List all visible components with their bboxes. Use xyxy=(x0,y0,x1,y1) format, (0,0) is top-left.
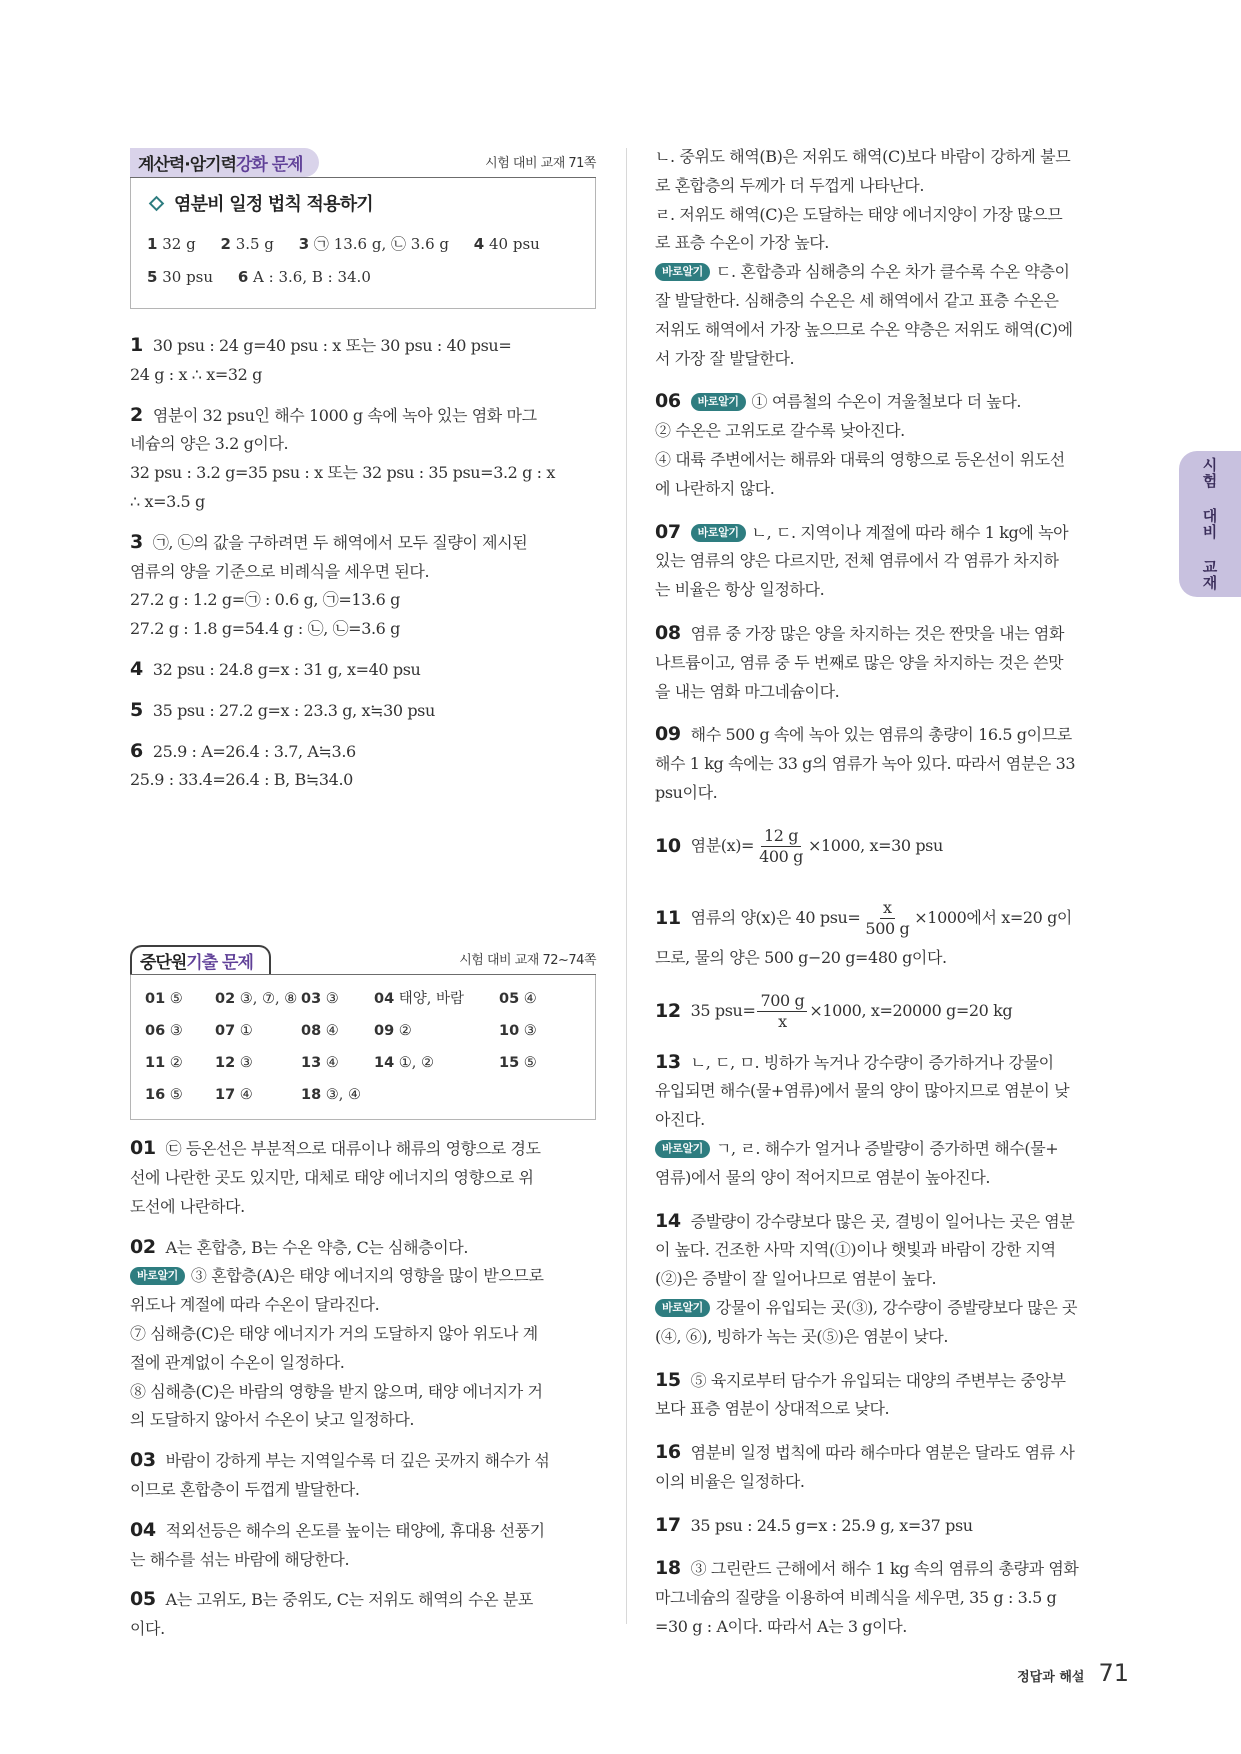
solution-04 xyxy=(130,1516,596,1575)
solution-line: 32 psu : 24.8 g=x : 31 g, x=40 psu xyxy=(152,659,421,679)
answer-num: 15 xyxy=(499,1055,520,1072)
solution-number: 05 xyxy=(130,1588,156,1611)
solution-line: ㄴ, ㄷ. 지역이나 계절에 따라 해수 1 kg에 녹아 xyxy=(751,522,1069,542)
solution-13 xyxy=(655,1048,1123,1193)
solution-line: 염분이 32 psu인 해수 1000 g 속에 녹아 있는 염화 마그 xyxy=(152,405,537,425)
answer-row-1 xyxy=(147,228,579,261)
answer-num: 17 xyxy=(215,1087,236,1104)
answer-item xyxy=(220,235,273,253)
answer-item xyxy=(374,1015,499,1047)
fraction-numerator: x xyxy=(880,898,895,919)
solution-line: 유입되면 해수(물+염류)에서 물의 양이 많아지므로 염분이 낮 xyxy=(655,1081,1070,1101)
answer-val: 태양, 바람 xyxy=(398,991,465,1008)
fraction-denominator: x xyxy=(778,1012,787,1032)
answer-val: ③ xyxy=(239,1055,253,1072)
solution-1 xyxy=(130,331,596,390)
solution-number: 1 xyxy=(130,334,143,356)
fraction-numerator: 12 g xyxy=(761,826,801,847)
section2-answer-box xyxy=(130,975,596,1120)
section1-ref: 시험 대비 교재 71쪽 xyxy=(485,156,596,171)
answer-item xyxy=(145,1047,215,1079)
solution-18 xyxy=(655,1554,1123,1641)
solution-line: 27.2 g : 1.2 g=㉠ : 0.6 g, ㉠=13.6 g xyxy=(130,590,400,610)
answer-val: ① xyxy=(239,1023,253,1040)
solution-line: ① 여름철의 수온이 겨울철보다 더 높다. xyxy=(751,392,1022,412)
section1-subhead xyxy=(147,190,579,216)
answer-num: 2 xyxy=(220,235,231,253)
solution-line: A는 혼합층, B는 수온 약층, C는 심해층이다. xyxy=(165,1237,469,1257)
solution-05-cont xyxy=(655,143,1123,373)
solution-line: 선에 나란한 곳도 있지만, 대체로 태양 에너지의 영향으로 위 xyxy=(130,1167,534,1187)
solution-line: 25.9 : 33.4=26.4 : B, B≒34.0 xyxy=(130,770,353,790)
answer-item xyxy=(301,1015,374,1047)
answer-item xyxy=(374,1047,499,1079)
answer-val: ①, ② xyxy=(398,1055,435,1072)
answer-val: ④ xyxy=(325,1023,339,1040)
solution-number: 14 xyxy=(655,1209,681,1232)
solution-line: ㄹ. 저위도 해역(C)은 도달하는 태양 에너지양이 가장 많으므 xyxy=(655,204,1063,224)
solution-number: 03 xyxy=(130,1449,156,1472)
solution-line: 의 도달하지 않아서 수온이 낮고 일정하다. xyxy=(130,1410,415,1430)
section1-subhead-text: 염분비 일정 법칙 적용하기 xyxy=(174,194,373,215)
solution-line: 27.2 g : 1.8 g=54.4 g : ㉡, ㉡=3.6 g xyxy=(130,619,400,639)
solution-08 xyxy=(655,619,1123,706)
solution-line: 아진다. xyxy=(655,1110,705,1130)
answer-item xyxy=(215,1047,301,1079)
answer-num: 04 xyxy=(374,991,395,1008)
answer-item xyxy=(215,1079,301,1111)
solution-line: 보다 표층 염분이 상대적으로 낮다. xyxy=(655,1399,890,1419)
solution-01 xyxy=(130,1134,596,1221)
left-solutions-2 xyxy=(130,1134,596,1644)
solution-number: 18 xyxy=(655,1557,681,1580)
solution-line: 는 비율은 항상 일정하다. xyxy=(655,580,825,600)
solution-12 xyxy=(655,987,1123,1037)
solution-number: 11 xyxy=(655,907,681,930)
answer-val: 30 psu xyxy=(162,268,214,286)
solution-line: 35 psu : 24.5 g=x : 25.9 g, x=37 psu xyxy=(690,1515,973,1535)
answer-num: 01 xyxy=(145,991,166,1008)
answer-val: ③ xyxy=(523,1023,537,1040)
side-tab-label: 시험 대비 교재 xyxy=(1200,457,1219,591)
solution-line: ㄴ, ㄷ, ㅁ. 빙하가 녹거나 강수량이 증가하거나 강물이 xyxy=(690,1052,1054,1072)
solution-line: 강물이 유입되는 곳(③), 강수량이 증발량보다 많은 곳 xyxy=(715,1297,1078,1317)
answer-val: ④ xyxy=(239,1087,253,1104)
solution-number: 6 xyxy=(130,739,143,762)
solution-line: 므로, 물의 양은 500 g−20 g=480 g이다. xyxy=(655,947,947,967)
correction-badge: 바로알기 xyxy=(691,524,746,542)
solution-line: 바람이 강하게 부는 지역일수록 더 깊은 곳까지 해수가 섞 xyxy=(165,1451,550,1471)
solution-line: 증발량이 강수량보다 많은 곳, 결빙이 일어나는 곳은 염분 xyxy=(690,1211,1075,1231)
solution-line: ② 수온은 고위도로 갈수록 낮아진다. xyxy=(655,421,905,441)
solution-line: 도선에 나란하다. xyxy=(130,1196,245,1216)
formula-part: ×1000, x=20000 g=20 kg xyxy=(809,1001,1013,1021)
answer-item xyxy=(147,235,196,253)
answer-val: ② xyxy=(398,1023,412,1040)
correction-badge: 바로알기 xyxy=(655,263,710,281)
answer-val: 40 psu xyxy=(489,235,540,253)
fraction xyxy=(757,991,807,1032)
solution-number: 4 xyxy=(130,657,143,680)
solution-15 xyxy=(655,1366,1123,1425)
solution-number: 08 xyxy=(655,621,681,644)
solution-17 xyxy=(655,1511,1123,1541)
answer-num: 06 xyxy=(145,1023,166,1040)
answer-item xyxy=(238,268,371,286)
answer-num: 5 xyxy=(147,268,158,286)
left-solutions-1 xyxy=(130,331,596,795)
solution-line: ⑧ 심해층(C)은 바람의 영향을 받지 않으며, 태양 에너지가 거 xyxy=(130,1381,543,1401)
solution-09 xyxy=(655,720,1123,807)
solution-line: 해수 1 kg 속에는 33 g의 염류가 녹아 있다. 따라서 염분은 33 xyxy=(655,754,1076,774)
solution-line: ⑦ 심해층(C)은 태양 에너지가 거의 도달하지 않아 위도나 계 xyxy=(130,1323,538,1343)
solution-line: ㄴ. 중위도 해역(B)은 저위도 해역(C)보다 바람이 강하게 불므 xyxy=(655,147,1071,166)
solution-line: ㉠, ㉡의 값을 구하려면 두 해역에서 모두 질량이 제시된 xyxy=(152,532,528,552)
section2-tag xyxy=(130,945,271,974)
answer-item xyxy=(301,1079,374,1111)
solution-number: 10 xyxy=(655,835,681,858)
solution-line: 위도나 계절에 따라 수온이 달라진다. xyxy=(130,1295,380,1315)
solution-line: 24 g : x ∴ x=32 g xyxy=(130,364,262,384)
answer-val: ④ xyxy=(325,1055,339,1072)
answer-val: A : 3.6, B : 34.0 xyxy=(253,268,371,286)
solution-line: 서 가장 잘 발달한다. xyxy=(655,348,795,368)
correction-badge: 바로알기 xyxy=(691,393,746,411)
answer-num: 1 xyxy=(147,235,158,253)
section1-answer-box xyxy=(130,178,596,309)
solution-03 xyxy=(130,1446,596,1505)
solution-line: 30 psu : 24 g=40 psu : x 또는 30 psu : 40 psu= xyxy=(152,336,512,355)
answer-val: ④ xyxy=(523,991,537,1008)
formula-part: ×1000에서 x=20 g이 xyxy=(914,908,1072,928)
formula-part: ×1000, x=30 psu xyxy=(807,836,943,856)
solution-line: 있는 염류의 양은 다르지만, 전체 염류에서 각 염류가 차지하 xyxy=(655,551,1059,571)
answer-item xyxy=(301,1047,374,1079)
solution-line: 이의 비율은 일정하다. xyxy=(655,1471,805,1491)
answer-item xyxy=(474,235,540,253)
answer-val: ⑤ xyxy=(169,991,183,1008)
solution-number: 5 xyxy=(130,698,143,721)
solution-number: 09 xyxy=(655,723,681,746)
answer-item xyxy=(301,983,374,1015)
answer-item xyxy=(499,1047,559,1079)
section2-tag-plain: 중단원 xyxy=(140,953,187,974)
answer-num: 3 xyxy=(298,235,310,253)
solution-line: 네슘의 양은 3.2 g이다. xyxy=(130,434,289,454)
answer-val: ⑤ xyxy=(523,1055,537,1072)
answer-val: ③, ④ xyxy=(325,1087,362,1104)
solution-number: 12 xyxy=(655,1000,681,1023)
solution-number: 04 xyxy=(130,1518,156,1541)
section2-header xyxy=(130,945,596,975)
solution-10 xyxy=(655,822,1123,872)
solution-number: 15 xyxy=(655,1368,681,1391)
answer-item xyxy=(147,268,213,286)
solution-line: 로 표층 수온이 가장 높다. xyxy=(655,233,829,253)
answer-val: ③ xyxy=(169,1023,183,1040)
solution-11 xyxy=(655,894,1123,973)
solution-07 xyxy=(655,518,1123,605)
answer-item xyxy=(499,1015,559,1047)
solution-line: ㄱ, ㄹ. 해수가 얼거나 증발량이 증가하면 해수(물+ xyxy=(715,1138,1059,1158)
answer-num: 14 xyxy=(374,1055,395,1072)
fraction xyxy=(756,826,806,867)
section1-tag-plain: 계산력·암기력 xyxy=(138,155,236,175)
answer-val: ⑤ xyxy=(169,1087,183,1104)
solution-6 xyxy=(130,737,596,796)
answer-num: 13 xyxy=(301,1055,322,1072)
solution-line: psu이다. xyxy=(655,782,718,802)
fraction xyxy=(862,898,912,939)
solution-line: 마그네슘의 질량을 이용하여 비례식을 세우면, 35 g : 3.5 g xyxy=(655,1588,1057,1608)
answer-num: 4 xyxy=(473,235,485,253)
answer-num: 10 xyxy=(499,1023,520,1040)
solution-line: 나트륨이고, 염류 중 두 번째로 많은 양을 차지하는 것은 쓴맛 xyxy=(655,652,1064,672)
solution-05 xyxy=(130,1585,596,1644)
section1-tag-accent: 강화 문제 xyxy=(236,155,303,175)
answer-num: 03 xyxy=(301,991,322,1008)
solution-line: ③ 그린란드 근해에서 해수 1 kg 속의 염류의 총량과 염화 xyxy=(690,1559,1079,1579)
answer-val: 32 g xyxy=(162,235,196,253)
solution-line: 염류)에서 물의 양이 적어지므로 염분이 높아진다. xyxy=(655,1167,991,1187)
solution-number: 06 xyxy=(655,390,681,413)
solution-line: 적외선등은 해수의 온도를 높이는 태양에, 휴대용 선풍기 xyxy=(165,1520,545,1540)
fraction-numerator: 700 g xyxy=(757,991,807,1012)
solution-line: 해수 500 g 속에 녹아 있는 염류의 총량이 16.5 g이므로 xyxy=(690,725,1072,745)
solution-line: ⑤ 육지로부터 담수가 유입되는 대양의 주변부는 중앙부 xyxy=(690,1370,1066,1390)
solution-line: 저위도 해역에서 가장 높으므로 수온 약층은 저위도 해역(C)에 xyxy=(655,319,1073,339)
answer-num: 08 xyxy=(301,1023,322,1040)
solution-line: 에 나란하지 않다. xyxy=(655,478,775,498)
solution-line: 을 내는 염화 마그네슘이다. xyxy=(655,681,840,701)
left-column xyxy=(130,148,596,1644)
answer-num: 12 xyxy=(215,1055,236,1072)
answer-val: ㉠ 13.6 g, ㉡ 3.6 g xyxy=(313,235,449,253)
solution-line: 이다. xyxy=(130,1619,165,1639)
formula-part: 35 psu= xyxy=(690,1001,756,1021)
answer-num: 6 xyxy=(237,268,249,286)
solution-line: 염분비 일정 법칙에 따라 해수마다 염분은 달라도 염류 사 xyxy=(690,1443,1075,1463)
solution-number: 13 xyxy=(655,1050,681,1073)
diamond-icon xyxy=(149,195,165,211)
section2-ref: 시험 대비 교재 72~74쪽 xyxy=(459,953,596,969)
answer-val: ② xyxy=(169,1055,183,1072)
solution-line: 25.9 : A=26.4 : 3.7, A≒3.6 xyxy=(152,741,356,761)
correction-badge: 바로알기 xyxy=(655,1299,710,1317)
answer-item xyxy=(499,983,559,1015)
solution-06 xyxy=(655,387,1123,503)
answer-num: 18 xyxy=(301,1087,322,1104)
side-tab[interactable] xyxy=(1179,451,1241,597)
solution-line: ㉢ 등온선은 부분적으로 대류이나 해류의 영향으로 경도 xyxy=(165,1139,541,1159)
solution-number: 3 xyxy=(130,530,143,553)
solution-line: 잘 발달한다. 심해층의 수온은 세 해역에서 같고 표층 수온은 xyxy=(655,290,1059,310)
solution-line: (④, ⑥), 빙하가 녹는 곳(⑤)은 염분이 낮다. xyxy=(655,1326,949,1346)
solution-5 xyxy=(130,696,596,726)
section1-tag xyxy=(130,148,319,177)
section2-tag-accent: 기출 문제 xyxy=(186,953,253,974)
solution-02 xyxy=(130,1233,596,1436)
answer-num: 11 xyxy=(145,1055,166,1072)
solution-line: =30 g : A이다. 따라서 A는 3 g이다. xyxy=(655,1617,907,1637)
solution-line: ∴ x=3.5 g xyxy=(130,491,205,511)
answer-item xyxy=(299,235,449,253)
column-divider xyxy=(626,148,627,1624)
solution-14 xyxy=(655,1207,1123,1352)
solution-line: 는 해수를 섞는 바람에 해당한다. xyxy=(130,1549,350,1569)
right-solutions xyxy=(655,143,1123,1642)
answer-item xyxy=(145,983,215,1015)
solution-line: 염류의 양을 기준으로 비례식을 세우면 된다. xyxy=(130,561,430,581)
fraction-denominator: 400 g xyxy=(759,847,803,867)
solution-number: 17 xyxy=(655,1513,681,1536)
solution-line: 이 높다. 건조한 사막 지역(①)이나 햇빛과 바람이 강한 지역 xyxy=(655,1240,1056,1260)
answer-row-2 xyxy=(147,261,579,294)
footer-label: 정답과 해설 xyxy=(1017,1670,1085,1685)
solution-line: ④ 대륙 주변에서는 해류와 대륙의 영향으로 등온선이 위도선 xyxy=(655,449,1065,469)
solution-line: A는 고위도, B는 중위도, C는 저위도 해역의 수온 분포 xyxy=(165,1590,533,1610)
solution-3 xyxy=(130,528,596,644)
right-column xyxy=(655,143,1123,1642)
solution-number: 07 xyxy=(655,520,681,543)
answer-num: 09 xyxy=(374,1023,395,1040)
solution-2 xyxy=(130,401,596,517)
answer-num: 07 xyxy=(215,1023,236,1040)
solution-line: 이므로 혼합층이 두껍게 발달한다. xyxy=(130,1479,360,1499)
solution-number: 01 xyxy=(130,1137,156,1160)
formula-part: 염분(x)= xyxy=(690,836,755,856)
answer-item xyxy=(215,983,301,1015)
answer-num: 02 xyxy=(215,991,236,1008)
answer-item xyxy=(215,1015,301,1047)
solution-number: 2 xyxy=(130,403,143,426)
solution-line: ③ 혼합층(A)은 태양 에너지의 영향을 많이 받으므로 xyxy=(190,1266,544,1286)
solution-line: 32 psu : 3.2 g=35 psu : x 또는 32 psu : 35 psu=3.2 g : x xyxy=(130,463,555,483)
solution-line: 염류 중 가장 많은 양을 차지하는 것은 짠맛을 내는 염화 xyxy=(690,623,1065,643)
answer-num: 16 xyxy=(145,1087,166,1104)
answer-val: ③ xyxy=(325,991,339,1008)
solution-number: 02 xyxy=(130,1235,156,1258)
footer xyxy=(1017,1659,1129,1687)
page-number: 71 xyxy=(1098,1659,1129,1687)
solution-number: 16 xyxy=(655,1441,681,1464)
answer-grid xyxy=(145,983,581,1111)
answer-val: 3.5 g xyxy=(235,235,274,253)
answer-num: 05 xyxy=(499,991,520,1008)
correction-badge: 바로알기 xyxy=(130,1267,185,1285)
answer-val: ③, ⑦, ⑧ xyxy=(239,991,298,1008)
answer-item xyxy=(374,983,499,1015)
solution-line: 절에 관계없이 수온이 일정하다. xyxy=(130,1352,345,1372)
formula-part: 염류의 양(x)은 40 psu= xyxy=(690,908,861,928)
solution-line: 35 psu : 27.2 g=x : 23.3 g, x≒30 psu xyxy=(152,700,435,720)
answer-item xyxy=(145,1079,215,1111)
section1-header xyxy=(130,148,596,178)
solution-line: 로 혼합층의 두께가 더 두껍게 나타난다. xyxy=(655,175,925,195)
answer-item xyxy=(145,1015,215,1047)
correction-badge: 바로알기 xyxy=(655,1140,710,1158)
fraction-denominator: 500 g xyxy=(865,919,910,939)
solution-line: (②)은 증발이 잘 일어나므로 염분이 높다. xyxy=(655,1269,937,1289)
solution-4 xyxy=(130,655,596,685)
solution-16 xyxy=(655,1438,1123,1497)
solution-line: ㄷ. 혼합층과 심해층의 수온 차가 클수록 수온 약층이 xyxy=(715,262,1070,282)
